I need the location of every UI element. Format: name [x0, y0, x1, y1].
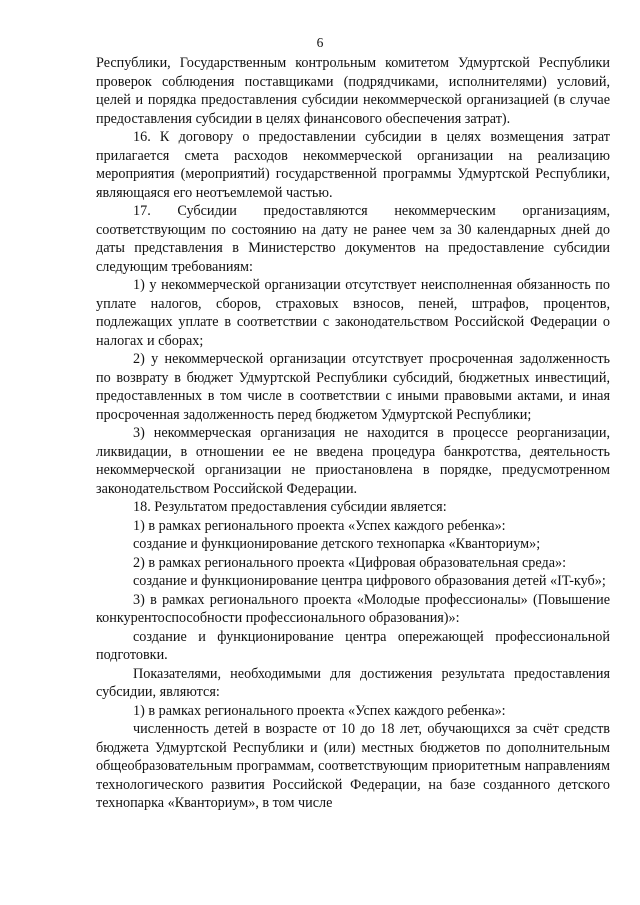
paragraph: создание и функционирование детского технопарка «Кванториум»;	[133, 536, 541, 552]
paragraph: 3) некоммерческая организация не находится в процессе реорганизации, ликвидации, в отношении ее не введена процедура банкротства, деятельность некоммерческой организации не приостановлена в порядке, предусмотренном законодательством Российской Федерации.	[96, 425, 610, 497]
paragraph: 17. Субсидии предоставляются некоммерческим организациям, соответствующим по состоянию на дату не ранее чем за 30 календарных дней до даты представления в Министерство документов на предоставление субсидии следующим требованиям:	[96, 203, 610, 275]
paragraph: создание и функционирование центра опережающей профессиональной подготовки.	[96, 628, 610, 663]
paragraph: 1) в рамках регионального проекта «Успех каждого ребенка»:	[133, 517, 506, 534]
paragraph: 3) в рамках регионального проекта «Молодые профессионалы» (Повышение конкурентоспособности профессионального образования)»:	[96, 591, 610, 626]
document-body	[96, 54, 610, 813]
paragraph: создание и функционирование центра цифрового образования детей «IT-куб»;	[133, 573, 606, 589]
paragraph: 16. К договору о предоставлении субсидии в целях возмещения затрат прилагается смета расходов некоммерческой организации на реализацию мероприятия (мероприятий) государственной программы Удмуртской Республики, являющаяся его неотъемлемой частью.	[96, 129, 610, 201]
paragraph: 1) у некоммерческой организации отсутствует неисполненная обязанность по уплате налогов, сборов, страховых взносов, пеней, штрафов, процентов, подлежащих уплате в соответствии с законодательством Российской Федерации о налогах и сборах;	[96, 277, 610, 349]
paragraph: 1) в рамках регионального проекта «Успех каждого ребенка»:	[133, 702, 506, 719]
paragraph: Показателями, необходимыми для достижения результата предоставления субсидии, являются:	[96, 665, 610, 700]
paragraph: 2) у некоммерческой организации отсутствует просроченная задолженность по возврату в бюджет Удмуртской Республики субсидий, бюджетных инвестиций, предоставленных в том числе в соответствии с иными правовыми актами, и иная просроченная задолженность перед бюджетом Удмуртской Республики;	[96, 351, 610, 423]
paragraph: Республики, Государственным контрольным комитетом Удмуртской Республики проверок соблюдения поставщиками (подрядчиками, исполнителями) условий, целей и порядка предоставления субсидии некоммерческой организацией (в случае предоставления субсидии в целях финансового обеспечения затрат).	[96, 55, 610, 127]
page-number: 6	[316, 35, 324, 50]
paragraph: численность детей в возрасте от 10 до 18 лет, обучающихся за счёт средств бюджета Удмуртской Республики и (или) местных бюджетов по дополнительным общеобразовательным программам, соответствующим приоритетным направлениям технологического развития Российской Федерации, на базе созданного детского технопарка «Кванториум», в том числе	[96, 721, 610, 811]
paragraph: 18. Результатом предоставления субсидии является:	[133, 499, 447, 515]
paragraph: 2) в рамках регионального проекта «Цифровая образовательная среда»:	[133, 554, 567, 571]
